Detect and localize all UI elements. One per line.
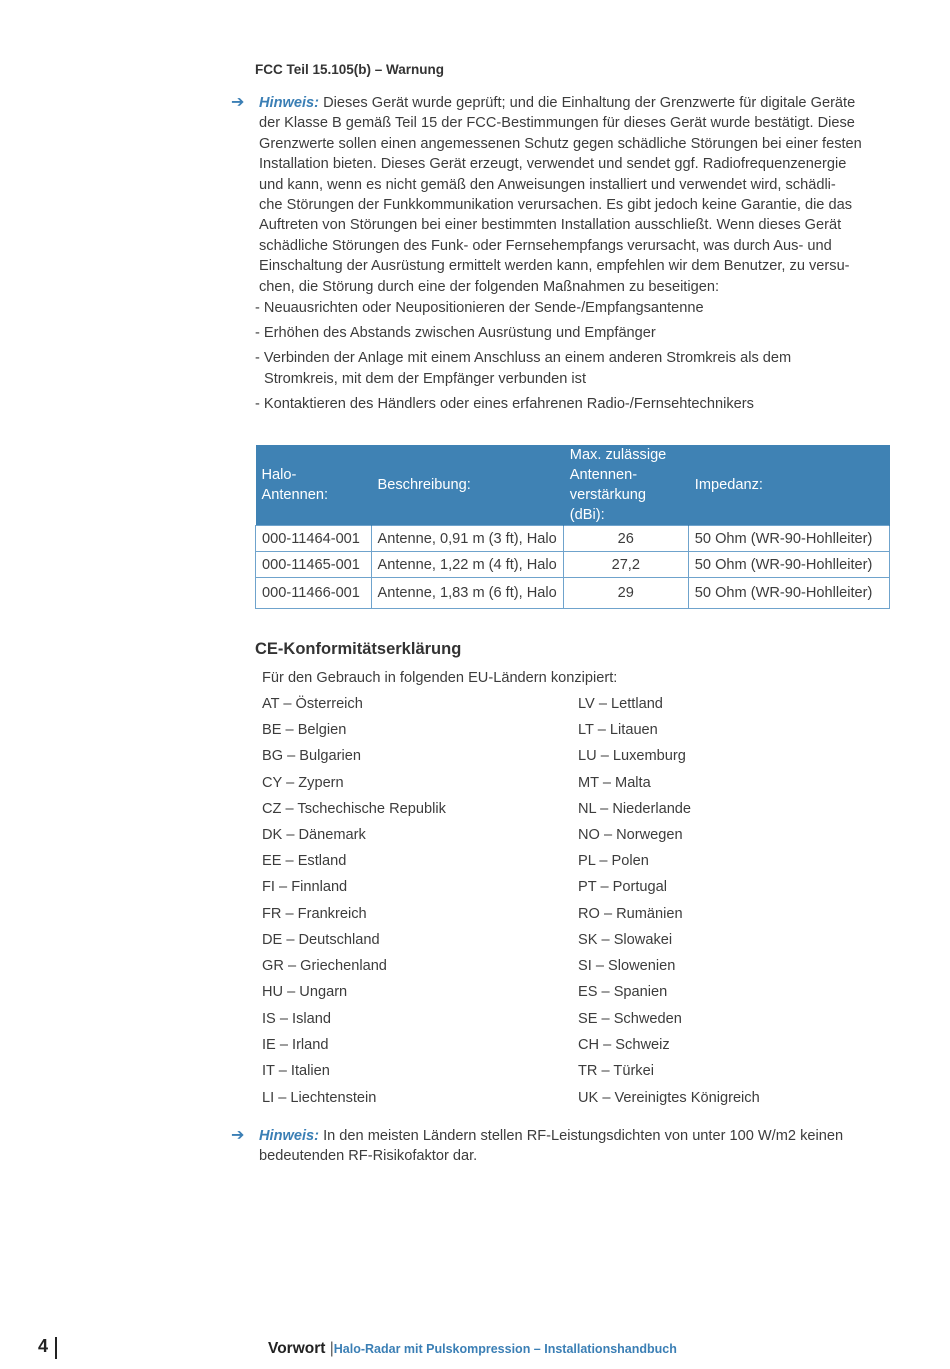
- country-item: FR – Frankreich: [262, 906, 367, 922]
- note-line: Grenzwerte sollen einen angemessenen Schutz gegen schädliche Störungen bei einer festen: [259, 135, 862, 152]
- footer-section: Vorwort: [268, 1340, 326, 1357]
- footer-title: Halo-Radar mit Pulskompression – Installationshandbuch: [333, 1342, 677, 1356]
- description-cell: Antenne, 0,91 m (3 ft), Halo: [371, 526, 563, 552]
- note-line: In den meisten Ländern stellen RF-Leistungsdichten von unter 100 W/m2 keinen: [319, 1128, 844, 1144]
- country-item: LT – Litauen: [578, 722, 658, 738]
- bullet-item: - Verbinden der Anlage mit einem Anschluss an einem anderen Stromkreis als dem: [255, 350, 792, 366]
- table-row: [256, 526, 890, 552]
- impedance-cell: 50 Ohm (WR-90-Hohlleiter): [688, 526, 889, 552]
- country-item: RO – Rumänien: [578, 906, 683, 922]
- note-line: che Störungen der Funkkommunikation verursachen. Es gibt jedoch keine Garantie, die das: [259, 197, 853, 214]
- country-item: IT – Italien: [262, 1063, 330, 1079]
- country-item: EE – Estland: [262, 853, 347, 869]
- ce-heading: CE-Konformitätserklärung: [255, 640, 462, 658]
- country-item: LU – Luxemburg: [578, 748, 686, 764]
- part-number-cell: 000-11466-001: [256, 578, 372, 609]
- note-line: Dieses Gerät wurde geprüft; und die Einhaltung der Grenzwerte für digitale Geräte: [319, 95, 856, 111]
- country-item: TR – Türkei: [578, 1063, 654, 1079]
- impedance-cell: 50 Ohm (WR-90-Hohlleiter): [688, 552, 889, 578]
- country-item: IS – Island: [262, 1011, 331, 1027]
- country-item: HU – Ungarn: [262, 984, 348, 1000]
- part-number-cell: 000-11464-001: [256, 526, 372, 552]
- country-item: MT – Malta: [578, 775, 651, 791]
- description-cell: Antenne, 1,22 m (4 ft), Halo: [371, 552, 563, 578]
- country-item: LI – Liechtenstein: [262, 1090, 377, 1106]
- country-item: PT – Portugal: [578, 879, 667, 895]
- country-item: LV – Lettland: [578, 696, 663, 712]
- gain-cell: 29: [563, 578, 688, 609]
- country-item: UK – Vereinigtes Königreich: [578, 1090, 760, 1106]
- table-header-row: [256, 445, 890, 526]
- country-item: CH – Schweiz: [578, 1037, 670, 1053]
- page-number-divider: [55, 1337, 57, 1359]
- description-cell: Antenne, 1,83 m (6 ft), Halo: [371, 578, 563, 609]
- note-line: bedeutenden RF-Risikofaktor dar.: [259, 1148, 478, 1165]
- table-row: [256, 578, 890, 609]
- country-item: CY – Zypern: [262, 775, 344, 791]
- country-item: SE – Schweden: [578, 1011, 682, 1027]
- note-line: und kann, wenn es nicht gemäß den Anweisungen installiert und verwendet wird, schädli-: [259, 176, 836, 193]
- bullet-item: - Erhöhen des Abstands zwischen Ausrüstung und Empfänger: [255, 325, 656, 341]
- bullet-item: - Kontaktieren des Händlers oder eines erfahrenen Radio-/Fernsehtechnikers: [255, 396, 754, 412]
- page-number: 4: [38, 1336, 49, 1356]
- note-label: Hinweis:: [259, 95, 320, 111]
- country-item: ES – Spanien: [578, 984, 668, 1000]
- ce-note: [259, 1126, 891, 1167]
- arrow-right-icon: ➔: [231, 1127, 245, 1144]
- impedance-cell: 50 Ohm (WR-90-Hohlleiter): [688, 578, 889, 609]
- note-line: schädliche Störungen des Funk- oder Fernsehempfangs verursacht, was durch Aus- und: [259, 237, 832, 254]
- arrow-right-icon: ➔: [231, 94, 245, 111]
- antenna-table: [255, 445, 890, 609]
- column-header: Halo- Antennen:: [256, 445, 372, 526]
- fcc-note: [259, 93, 891, 297]
- part-number-cell: 000-11465-001: [256, 552, 372, 578]
- bullet-item-continuation: Stromkreis, mit dem der Empfänger verbunden ist: [264, 371, 587, 387]
- country-item: DE – Deutschland: [262, 932, 380, 948]
- country-item: NO – Norwegen: [578, 827, 683, 843]
- country-item: PL – Polen: [578, 853, 649, 869]
- country-item: CZ – Tschechische Republik: [262, 801, 446, 817]
- country-item: BG – Bulgarien: [262, 748, 361, 764]
- note-line: Installation bieten. Dieses Gerät erzeugt, verwendet und sendet ggf. Radiofrequenzenergie: [259, 156, 847, 173]
- country-item: BE – Belgien: [262, 722, 347, 738]
- note-label: Hinweis:: [259, 1128, 320, 1144]
- country-item: GR – Griechenland: [262, 958, 387, 974]
- note-line: der Klasse B gemäß Teil 15 der FCC-Bestimmungen für dieses Gerät wurde bestätigt. Diese: [259, 115, 855, 132]
- note-line: chen, die Störung durch eine der folgenden Maßnahmen zu beseitigen:: [259, 278, 720, 295]
- footer: [268, 1340, 677, 1358]
- note-line: Auftreten von Störungen bei einer bestimmten Installation ausschließt. Wenn dieses Gerät: [259, 217, 842, 234]
- country-item: SK – Slowakei: [578, 932, 673, 948]
- table-row: [256, 552, 890, 578]
- country-item: AT – Österreich: [262, 696, 363, 712]
- column-header: Beschreibung:: [371, 445, 563, 526]
- footer-separator: |: [329, 1340, 334, 1357]
- gain-cell: 26: [563, 526, 688, 552]
- country-item: IE – Irland: [262, 1037, 329, 1053]
- bullet-item: - Neuausrichten oder Neupositionieren der Sende-/Empfangsantenne: [255, 300, 704, 316]
- fcc-heading: FCC Teil 15.105(b) – Warnung: [255, 62, 445, 77]
- ce-intro: Für den Gebrauch in folgenden EU-Ländern konzipiert:: [262, 670, 618, 686]
- column-header: Impedanz:: [688, 445, 889, 526]
- note-line: Einschaltung der Ausrüstung ermittelt werden kann, empfehlen wir dem Benutzer, zu versu-: [259, 258, 850, 275]
- country-item: DK – Dänemark: [262, 827, 366, 843]
- column-header: Max. zulässige Antennen- verstärkung (dBi):: [563, 445, 688, 526]
- country-item: NL – Niederlande: [578, 801, 692, 817]
- gain-cell: 27,2: [563, 552, 688, 578]
- country-item: SI – Slowenien: [578, 958, 676, 974]
- country-item: FI – Finnland: [262, 879, 348, 895]
